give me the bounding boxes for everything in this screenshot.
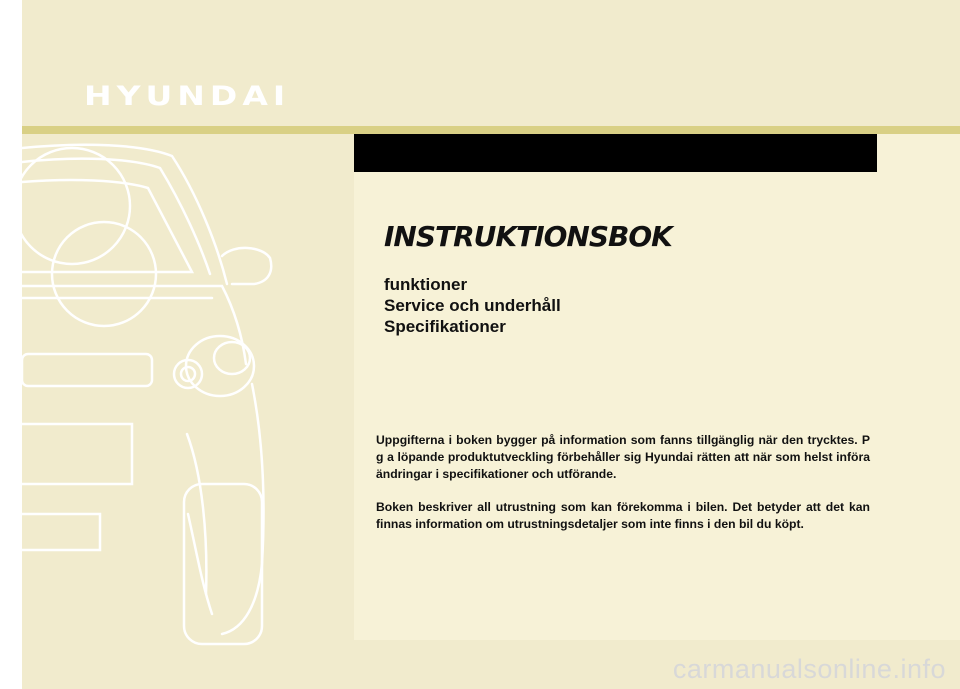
disclaimer-text [376, 432, 870, 549]
disclaimer-paragraph: Boken beskriver all utrustning som kan förekomma i bilen. Det betyder att det kan finnas information om utrustningsdetaljer som inte finns i den bil du köpt. [376, 500, 870, 531]
manual-cover [22, 0, 960, 689]
contents-item: Service och underhåll [384, 296, 561, 315]
title-bar [354, 134, 877, 172]
disclaimer-paragraph: Uppgifterna i boken bygger på information som fanns tillgänglig när den trycktes. P g a löpande produktutveckling förbehåller sig Hyundai rätten att när som helst införa ändringar i specifikationer och utförande. [376, 433, 870, 481]
hyundai-logo: HYUNDAI [84, 80, 291, 112]
watermark: carmanualsonline.info [672, 654, 946, 684]
contents-item: funktioner [384, 275, 468, 294]
manual-title: INSTRUKTIONSBOK [384, 220, 672, 253]
title-panel [354, 134, 960, 640]
contents-list [384, 274, 561, 337]
accent-stripe [22, 126, 960, 134]
contents-item: Specifikationer [384, 317, 506, 336]
car-rear-outline-icon [22, 134, 362, 689]
